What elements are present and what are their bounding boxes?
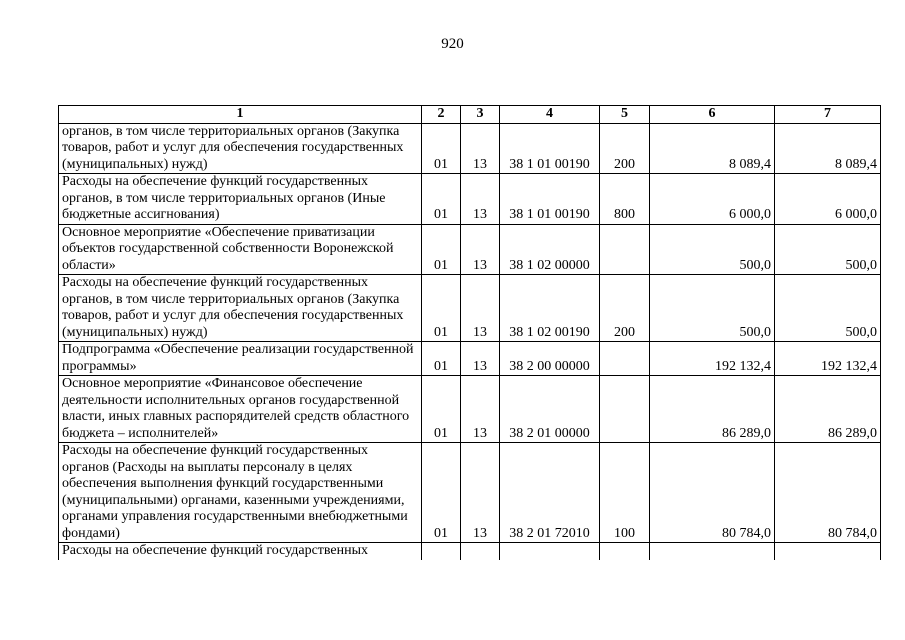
amount-col7: 192 132,4 [775, 342, 881, 376]
row-description: Подпрограмма «Обеспечение реализации государственной программы» [59, 342, 422, 376]
amount-col6: 192 132,4 [650, 342, 775, 376]
column-header: 7 [775, 106, 881, 124]
row-description: Расходы на обеспечение функций государственных [59, 543, 422, 560]
section-code: 01 [422, 342, 461, 376]
target-article-code: 38 1 02 00190 [500, 275, 600, 342]
table-row [59, 376, 881, 443]
page-number: 920 [441, 36, 464, 52]
column-header: 6 [650, 106, 775, 124]
expense-type-code [600, 376, 650, 443]
amount-col7: 80 784,0 [775, 443, 881, 543]
amount-col6: 80 784,0 [650, 443, 775, 543]
target-article-code: 38 2 01 00000 [500, 376, 600, 443]
amount-col6: 500,0 [650, 275, 775, 342]
subsection-code: 13 [461, 224, 500, 275]
column-header: 3 [461, 106, 500, 124]
row-description: Расходы на обеспечение функций государственных органов, в том числе территориальных органов (Закупка товаров, работ и услуг для обеспечения государственных (муниципальных) нужд) [59, 275, 422, 342]
subsection-code: 13 [461, 174, 500, 225]
amount-col7: 8 089,4 [775, 123, 881, 174]
section-code: 01 [422, 174, 461, 225]
amount-col7: 500,0 [775, 224, 881, 275]
expense-type-code [600, 342, 650, 376]
amount-col7 [775, 543, 881, 560]
column-header: 1 [59, 106, 422, 124]
target-article-code: 38 1 01 00190 [500, 174, 600, 225]
column-header: 5 [600, 106, 650, 124]
amount-col6: 8 089,4 [650, 123, 775, 174]
target-article-code: 38 1 02 00000 [500, 224, 600, 275]
section-code: 01 [422, 275, 461, 342]
section-code: 01 [422, 123, 461, 174]
table-row [59, 342, 881, 376]
table-row [59, 123, 881, 174]
section-code: 01 [422, 376, 461, 443]
table-row [59, 443, 881, 543]
table-header-row [59, 106, 881, 124]
amount-col6: 500,0 [650, 224, 775, 275]
row-description: Расходы на обеспечение функций государственных органов, в том числе территориальных органов (Иные бюджетные ассигнования) [59, 174, 422, 225]
subsection-code [461, 543, 500, 560]
expense-type-code [600, 543, 650, 560]
section-code [422, 543, 461, 560]
section-code: 01 [422, 224, 461, 275]
expense-type-code: 200 [600, 275, 650, 342]
budget-table [58, 105, 881, 560]
subsection-code: 13 [461, 123, 500, 174]
amount-col6 [650, 543, 775, 560]
amount-col7: 500,0 [775, 275, 881, 342]
subsection-code: 13 [461, 376, 500, 443]
table-row-continued [59, 543, 881, 560]
amount-col7: 86 289,0 [775, 376, 881, 443]
expense-type-code [600, 224, 650, 275]
row-description: Расходы на обеспечение функций государственных органов (Расходы на выплаты персоналу в целях обеспечения выполнения функций государственными (муниципальными) органами, казенными учреждениями, органами управления государственными внебюджетными фондами) [59, 443, 422, 543]
column-header: 4 [500, 106, 600, 124]
expense-type-code: 200 [600, 123, 650, 174]
row-description: органов, в том числе территориальных органов (Закупка товаров, работ и услуг для обеспечения государственных (муниципальных) нужд) [59, 123, 422, 174]
target-article-code: 38 2 00 00000 [500, 342, 600, 376]
column-header: 2 [422, 106, 461, 124]
table-row [59, 224, 881, 275]
table-row [59, 275, 881, 342]
target-article-code: 38 2 01 72010 [500, 443, 600, 543]
subsection-code: 13 [461, 342, 500, 376]
section-code: 01 [422, 443, 461, 543]
target-article-code [500, 543, 600, 560]
target-article-code: 38 1 01 00190 [500, 123, 600, 174]
expense-type-code: 100 [600, 443, 650, 543]
subsection-code: 13 [461, 275, 500, 342]
amount-col6: 86 289,0 [650, 376, 775, 443]
subsection-code: 13 [461, 443, 500, 543]
amount-col6: 6 000,0 [650, 174, 775, 225]
amount-col7: 6 000,0 [775, 174, 881, 225]
table-row [59, 174, 881, 225]
expense-type-code: 800 [600, 174, 650, 225]
row-description: Основное мероприятие «Финансовое обеспечение деятельности исполнительных органов государственной власти, иных главных распорядителей средств областного бюджета – исполнителей» [59, 376, 422, 443]
row-description: Основное мероприятие «Обеспечение приватизации объектов государственной собственности Воронежской области» [59, 224, 422, 275]
